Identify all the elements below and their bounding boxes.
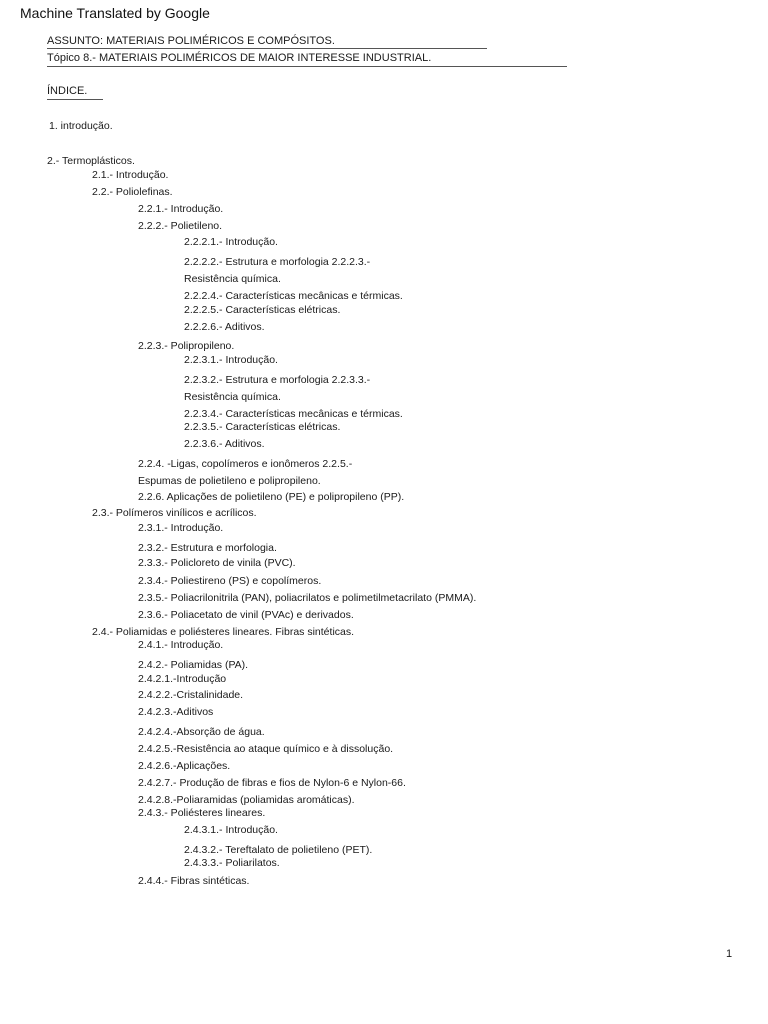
toc-entry: 2.4.2.3.-Aditivos [138,706,214,718]
toc-entry: 2.2.3.1.- Introdução. [184,354,278,366]
page-number: 1 [726,948,733,960]
toc-entry: 2.4.1.- Introdução. [138,639,224,651]
subject-underline [47,48,487,49]
toc-entry: 2.4.2.6.-Aplicações. [138,760,231,772]
toc-entry: 2.3.2.- Estrutura e morfologia. [138,542,277,554]
toc-entry: 2.4.2.2.-Cristalinidade. [138,689,244,701]
toc-entry: 2.4.- Poliamidas e poliésteres lineares. Fibras sintéticas. [92,626,355,638]
toc-entry: 2.4.2.5.-Resistência ao ataque químico e à dissolução. [138,743,394,755]
toc-entry: 2.2.2.5.- Características elétricas. [184,304,341,316]
toc-entry: 2.4.3.1.- Introdução. [184,824,278,836]
toc-entry: 2.4.3.3.- Poliarilatos. [184,857,280,869]
toc-entry: 2.3.5.- Poliacrilonitrila (PAN), poliacrilatos e polimetilmetacrilato (PMMA). [138,592,477,604]
toc-entry: 2.3.3.- Policloreto de vinila (PVC). [138,557,296,569]
toc-entry: 2.2.2.6.- Aditivos. [184,321,265,333]
toc-entry: Resistência química. [184,391,281,403]
toc-entry: 2.2.3.2.- Estrutura e morfologia 2.2.3.3.- [184,374,371,386]
toc-entry: 1. introdução. [49,120,113,132]
toc-entry: 2.4.4.- Fibras sintéticas. [138,875,250,887]
toc-entry: 2.2.6. Aplicações de polietileno (PE) e polipropileno (PP). [138,491,405,503]
toc-entry: 2.2.2.4.- Características mecânicas e térmicas. [184,290,403,302]
index-underline [47,99,103,100]
toc-entry: 2.3.4.- Poliestireno (PS) e copolímeros. [138,575,322,587]
toc-entry: 2.2.3.5.- Características elétricas. [184,421,341,433]
topic-underline [47,66,567,67]
toc-entry: 2.2.3.4.- Características mecânicas e térmicas. [184,408,403,420]
toc-entry: 2.3.1.- Introdução. [138,522,224,534]
toc-entry: 2.2.2.2.- Estrutura e morfologia 2.2.2.3.- [184,256,371,268]
toc-entry: 2.4.2.8.-Poliaramidas (poliamidas aromáticas). [138,794,355,806]
toc-entry: 2.2.3.- Polipropileno. [138,340,235,352]
toc-entry: 2.2.1.- Introdução. [138,203,224,215]
toc-entry: 2.4.2.4.-Absorção de água. [138,726,265,738]
toc-entry: 2.4.2.1.-Introdução [138,673,227,685]
toc-entry: 2.4.2.7.- Produção de fibras e fios de Nylon-6 e Nylon-66. [138,777,406,789]
toc-entry: 2.3.- Polímeros vinílicos e acrílicos. [92,507,257,519]
toc-entry: 2.2.2.- Polietileno. [138,220,223,232]
toc-entry: 2.2.2.1.- Introdução. [184,236,278,248]
toc-entry: 2.- Termoplásticos. [47,155,135,167]
toc-entry: 2.1.- Introdução. [92,169,169,181]
toc-entry: Resistência química. [184,273,281,285]
topic-line: Tópico 8.- MATERIAIS POLIMÉRICOS DE MAIOR INTERESSE INDUSTRIAL. [47,52,432,64]
toc-entry: 2.4.2.- Poliamidas (PA). [138,659,249,671]
toc-entry: 2.2.- Poliolefinas. [92,186,173,198]
index-title: ÍNDICE. [47,85,88,97]
subject-line: ASSUNTO: MATERIAIS POLIMÉRICOS E COMPÓSITOS. [47,35,335,47]
toc-entry: 2.2.4. -Ligas, copolímeros e ionômeros 2.2.5.- [138,458,353,470]
toc-entry: 2.3.6.- Poliacetato de vinil (PVAc) e derivados. [138,609,354,621]
toc-entry: 2.4.3.- Poliésteres lineares. [138,807,266,819]
toc-entry: Espumas de polietileno e polipropileno. [138,475,321,487]
toc-entry: 2.4.3.2.- Tereftalato de polietileno (PET). [184,844,373,856]
toc-entry: 2.2.3.6.- Aditivos. [184,438,265,450]
translation-banner: Machine Translated by Google [20,5,210,21]
